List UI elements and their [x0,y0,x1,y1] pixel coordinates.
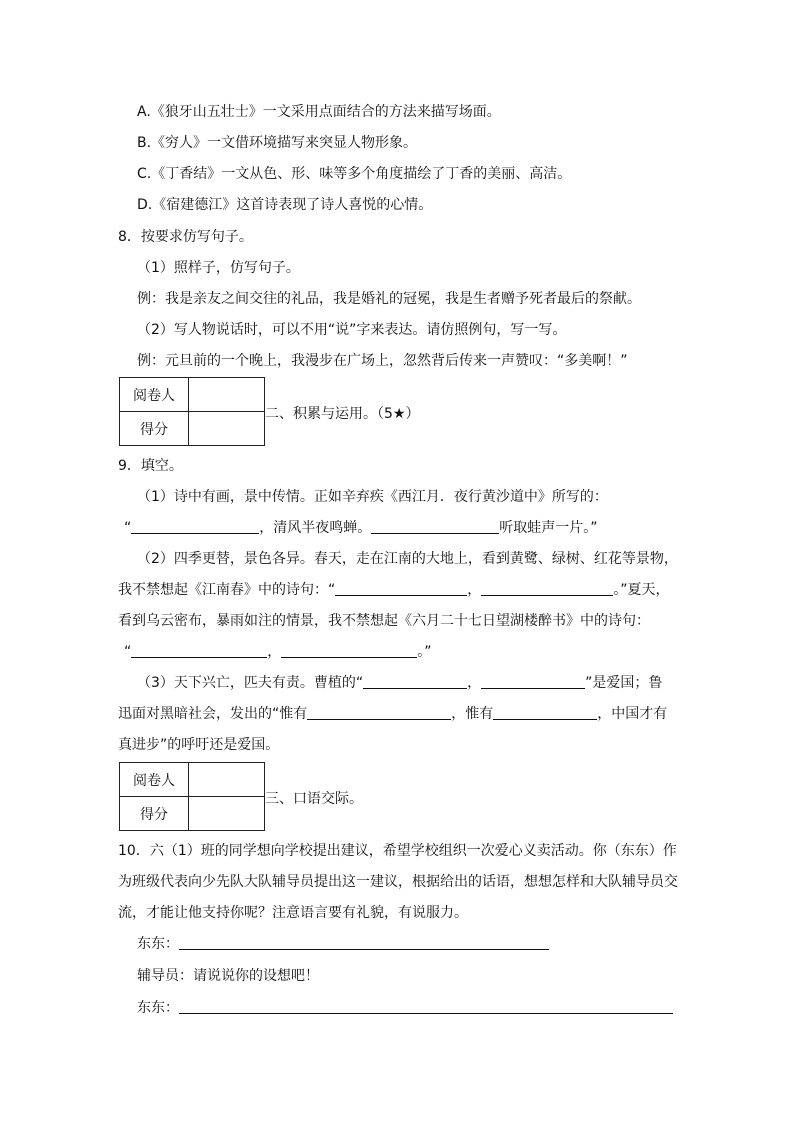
q9-p1-end: 听取蛙声一片。” [499,520,598,536]
blank-field[interactable] [335,581,467,596]
q8-example2: 例：元旦前的一个晚上，我漫步在广场上，忽然背后传来一声赞叹：“多美啊！” [137,353,628,369]
q9-part2-line4 [124,642,432,662]
score-label: 得分 [120,797,189,831]
q8-part1: （1）照样子，仿写句子。 [137,260,300,276]
q10-dialogue-2: 辅导员：请说说你的设想吧！ [137,968,319,984]
q9-p2-text-a: 我不禁想起《江南春》中的诗句：“ [118,582,336,598]
score-box-section2 [119,377,265,446]
q10-dialogue-3 [137,998,673,1018]
q9-part3-line3: 真进步”的呼吁还是爱国。 [118,737,280,753]
blank-field[interactable] [131,643,267,658]
answer-line[interactable] [179,999,673,1014]
reviewer-label: 阅卷人 [120,763,189,797]
reviewer-cell[interactable] [189,378,265,412]
q9-p1-open: “ [124,520,132,536]
blank-field[interactable] [307,705,451,720]
reviewer-label: 阅卷人 [120,378,189,412]
q9-part3-line2 [118,704,667,724]
blank-field[interactable] [371,519,499,534]
score-cell[interactable] [189,412,265,446]
q9-p1-mid: ，清风半夜鸣蝉。 [259,520,372,536]
q9-part1-prompt: （1）诗中有画，景中传情。正如辛弃疾《西江月．夜行黄沙道中》所写的： [137,489,608,505]
blank-field[interactable] [481,674,585,689]
speaker-dongdong: 东东： [137,936,179,952]
q8-example1: 例：我是亲友之间交往的礼品，我是婚礼的冠冕，我是生者赠予死者最后的祭献。 [137,291,641,307]
q10-dialogue-1 [137,934,549,954]
blank-field[interactable] [363,674,467,689]
q7-option-d: D.《宿建德江》这首诗表现了诗人喜悦的心情。 [137,197,433,213]
q9-p2-text-d: “ [124,644,132,660]
blank-field[interactable] [281,643,417,658]
q9-p2-text-e: ， [267,644,282,660]
q7-option-c: C.《丁香结》一文从色、形、味等多个角度描绘了丁香的美丽、高洁。 [137,166,572,182]
q9-p2-text-b: ， [467,582,482,598]
q10-line1: 10．六（1）班的同学想向学校提出建议，希望学校组织一次爱心义卖活动。你（东东）作 [118,843,677,859]
score-label: 得分 [120,412,189,446]
q8-part2: （2）写人物说话时，可以不用“说”字来表达。请仿照例句，写一写。 [137,322,567,338]
section-2-heading: 二、积累与运用。（5★） [265,406,420,422]
q9-part2-line3: 看到乌云密布，暴雨如注的情景，我不禁想起《六月二十七日望湖楼醉书》中的诗句： [118,613,650,629]
q10-line2: 为班级代表向少先队大队辅导员提出这一建议，根据给出的话语，想想怎样和大队辅导员交 [118,874,678,890]
q9-part3-line1 [137,673,662,693]
q9-p3-text-d: 迅面对黑暗社会，发出的“惟有 [118,706,308,722]
q9-part2-line2 [118,580,670,600]
score-cell[interactable] [189,797,265,831]
q8-title: 8．按要求仿写句子。 [118,229,253,245]
section-3-heading: 三、口语交际。 [265,791,363,807]
blank-field[interactable] [493,705,597,720]
q9-p3-text-c: ”是爱国；鲁 [585,675,663,691]
q9-part2-line1: （2）四季更替，景色各异。春天，走在江南的大地上，看到黄鹭、绿树、红花等景物， [137,551,678,567]
q9-p2-text-c: 。”夏天， [613,582,670,598]
q9-p3-text-b: ， [467,675,482,691]
blank-field[interactable] [131,519,259,534]
speaker-dongdong: 东东： [137,1000,179,1016]
q9-p3-text-f: ，中国才有 [597,706,668,722]
blank-field[interactable] [481,581,613,596]
q9-p2-text-f: 。” [417,644,432,660]
q9-title: 9．填空。 [118,458,183,474]
reviewer-cell[interactable] [189,763,265,797]
answer-line[interactable] [179,935,549,950]
q9-p3-text-a: （3）天下兴亡，匹夫有责。曹植的“ [137,675,364,691]
q7-option-b: B.《穷人》一文借环境描写来突显人物形象。 [137,135,418,151]
q7-option-a: A.《狼牙山五壮士》一文采用点面结合的方法来描写场面。 [137,104,501,120]
score-box-section3 [119,762,265,831]
q9-part1-blanks [124,518,598,538]
q9-p3-text-e: ，惟有 [451,706,494,722]
q10-line3: 流，才能让他支持你呢？注意语言要有礼貌，有说服力。 [118,905,468,921]
